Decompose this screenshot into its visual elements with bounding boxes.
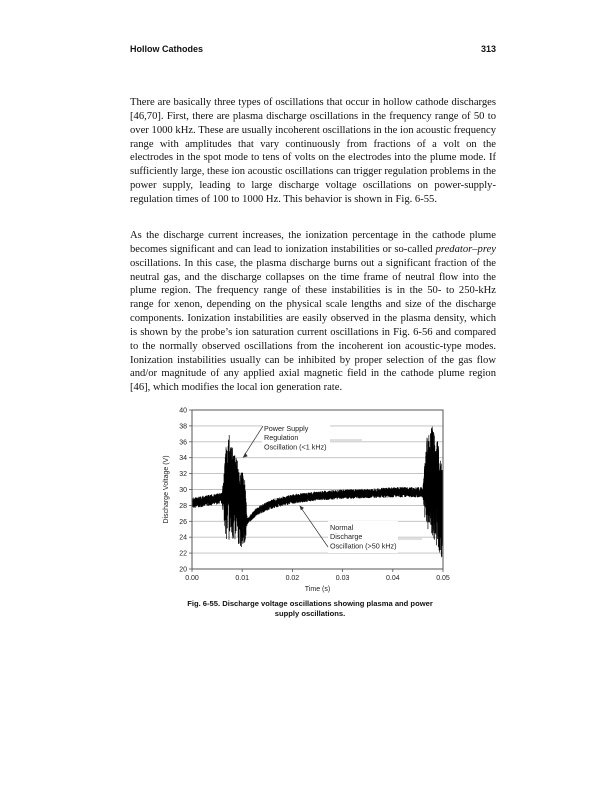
y-axis-label: Discharge Voltage (V) <box>163 455 170 524</box>
y-tick-label: 30 <box>179 487 187 494</box>
paragraph-2 <box>130 229 496 395</box>
x-tick-label: 0.01 <box>235 575 250 582</box>
y-tick-label: 40 <box>179 407 187 415</box>
y-tick-label: 22 <box>179 550 187 558</box>
paragraph-2-lead: As the discharge current increases, the ionization percentage in the cathode plume becomes significant and can lead to ionization instabilities or so-called <box>130 230 496 255</box>
running-title: Hollow Cathodes <box>130 44 204 54</box>
paragraph-2-rest: oscillations. In this case, the plasma discharge burns out a significant fraction of the neutral gas, and the discharge collapses on the time frame of neutral flow into the plume region. The frequency range of these instabilities is in the 50- to 250-kHz range for xenon, depending on the physical scale lengths and size of the discharge components. Ionization instabilities are easily observed in the plasma density, which is shown by the probe’s ion saturation current oscillations in Fig. 6-56 and compared to the normally observed oscillations from the incoherent ion acoustic-type modes. Ionization instabilities usually can be inhibited by proper selection of the gas flow and/or magnitude of any applied axial magnetic field in the cathode plume region [46], which modifies the local ion generation rate. <box>130 257 496 394</box>
paragraph-1 <box>130 96 496 207</box>
arrowhead-icon <box>243 453 248 458</box>
x-axis-label: Time (s) <box>304 586 331 593</box>
discharge-voltage-chart <box>150 400 470 600</box>
x-tick-label: 0.02 <box>285 575 300 582</box>
y-tick-label: 24 <box>179 534 187 542</box>
running-header <box>130 44 496 58</box>
y-tick-label: 36 <box>179 439 187 447</box>
x-tick-label: 0.03 <box>335 575 350 582</box>
y-tick-label: 20 <box>179 566 187 574</box>
annotation-power-supply-text: Power Supply <box>264 424 309 433</box>
x-tick-label: 0.00 <box>185 575 199 582</box>
figure-caption <box>150 599 470 619</box>
caption-line-2: supply oscillations. <box>274 609 346 618</box>
y-tick-label: 34 <box>179 455 187 463</box>
italic-term: predator–prey <box>435 243 496 255</box>
annotation-power-supply-text: Oscillation (<1 kHz) <box>264 442 327 452</box>
annotation-arrow-line <box>245 426 263 455</box>
paragraph-1-text: There are basically three types of oscillations that occur in hollow cathode discharges [46,70]. First, there are plasma discharge oscillations in the frequency range of 50 to over 1000 kHz. These are usually incoherent oscillations in the ion acoustic frequency range with amplitudes that vary continuously from fractions of a volt on the electrodes in the spot mode to tens of volts on the electrodes into the plume mode. If sufficiently large, these ion acoustic oscillations can trigger regulation problems in the power supply, leading to large discharge voltage oscillations on power-supply-regulation times of 100 to 1000 Hz. This behavior is shown in Fig. 6-55. <box>130 97 496 205</box>
annotation-arrow-line <box>301 508 328 547</box>
arrowhead-icon <box>299 505 304 510</box>
y-tick-label: 32 <box>179 471 187 479</box>
annotation-normal-discharge-text: Normal <box>330 523 354 532</box>
x-tick-label: 0.05 <box>436 575 450 582</box>
paragraph-2-text <box>130 229 496 395</box>
y-tick-label: 38 <box>179 423 187 431</box>
page-number: 313 <box>480 44 496 54</box>
y-tick-label: 28 <box>179 502 187 510</box>
x-tick-label: 0.04 <box>385 575 400 582</box>
annotation-normal-discharge-text: Discharge <box>330 532 363 542</box>
annotation-power-supply-text: Regulation <box>264 433 299 443</box>
y-tick-label: 26 <box>179 518 187 526</box>
annotation-normal-discharge-text: Oscillation (>50 kHz) <box>330 541 397 551</box>
caption-line-1: Fig. 6-55. Discharge voltage oscillations showing plasma and power <box>187 599 433 608</box>
